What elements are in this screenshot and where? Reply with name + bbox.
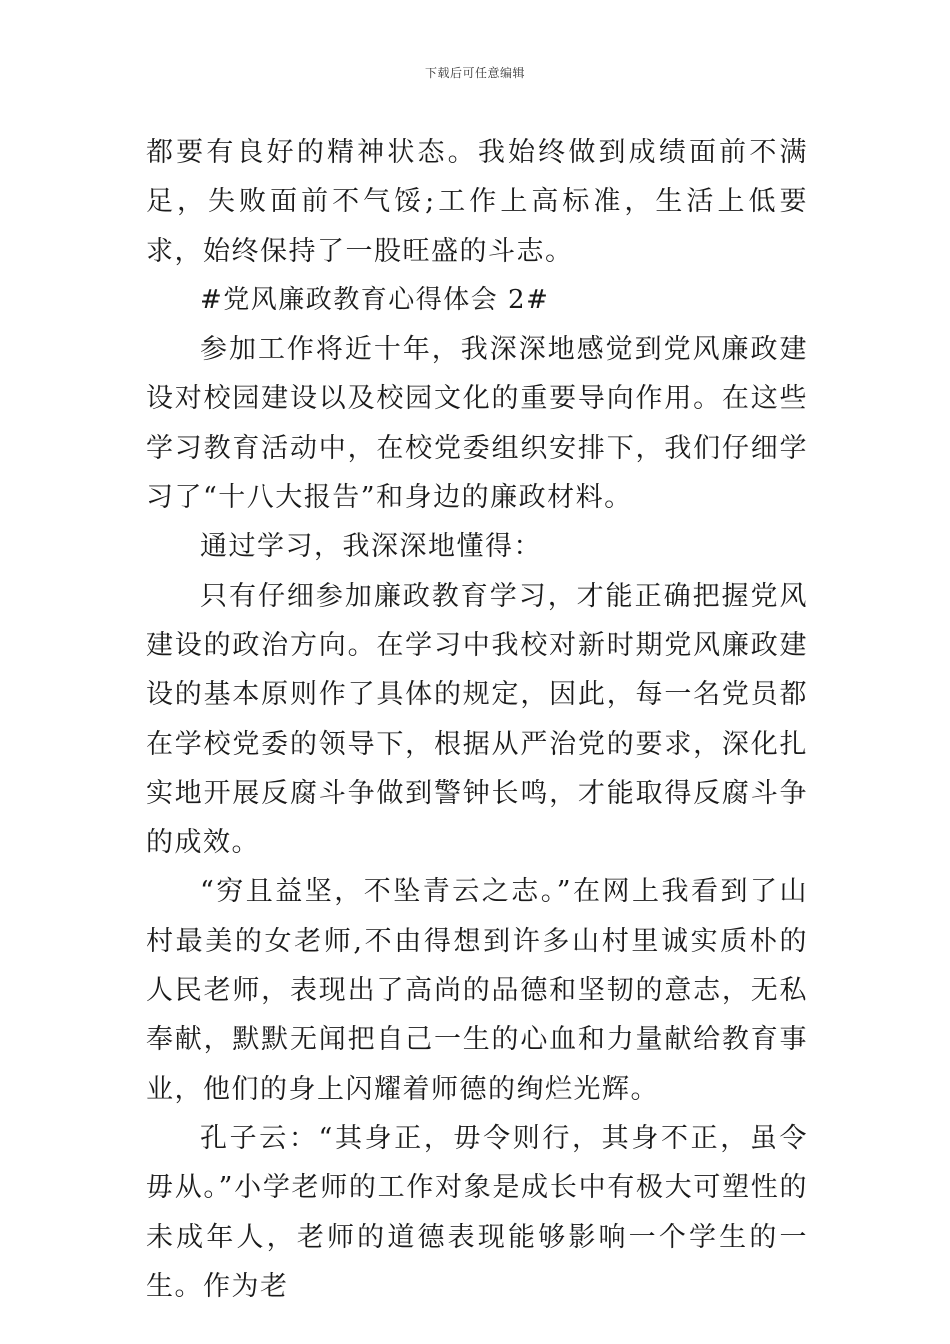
- paragraph: 孔子云：“其身正，毋令则行，其身不正，虽令毋从。”小学老师的工作对象是成长中有极大可塑性的未成年人，老师的道德表现能够影响一个学生的一生。作为老: [146, 1122, 808, 1302]
- paragraph-continuation: 都要有良好的精神状态。我始终做到成绩面前不满足，失败面前不气馁;工作上高标准，生活上低要求，始终保持了一股旺盛的斗志。: [146, 137, 808, 267]
- section-heading: #党风廉政教育心得体会 2#: [200, 284, 550, 315]
- document-body: [146, 128, 808, 1311]
- paragraph: 只有仔细参加廉政教育学习，才能正确把握党风建设的政治方向。在学习中我校对新时期党风廉政建设的基本原则作了具体的规定，因此，每一名党员都在学校党委的领导下，根据从严治党的要求，深化扎实地开展反腐斗争做到警钟长鸣，才能取得反腐斗争的成效。: [146, 580, 808, 859]
- paragraph: 通过学习，我深深地懂得：: [200, 531, 542, 563]
- paragraph: “穷且益坚，不坠青云之志。”在网上我看到了山村最美的女老师,不由得想到许多山村里诚实质朴的人民老师，表现出了高尚的品德和坚韧的意志，无私奉献，默默无闻把自己一生的心血和力量献给教育事业，他们的身上闪耀着师德的绚烂光辉。: [146, 876, 808, 1105]
- paragraph: 参加工作将近十年，我深深地感觉到党风廉政建设对校园建设以及校园文化的重要导向作用。在这些学习教育活动中，在校党委组织安排下，我们仔细学习了“十八大报告”和身边的廉政材料。: [146, 334, 808, 514]
- page-header: 下载后可任意编辑: [424, 66, 525, 80]
